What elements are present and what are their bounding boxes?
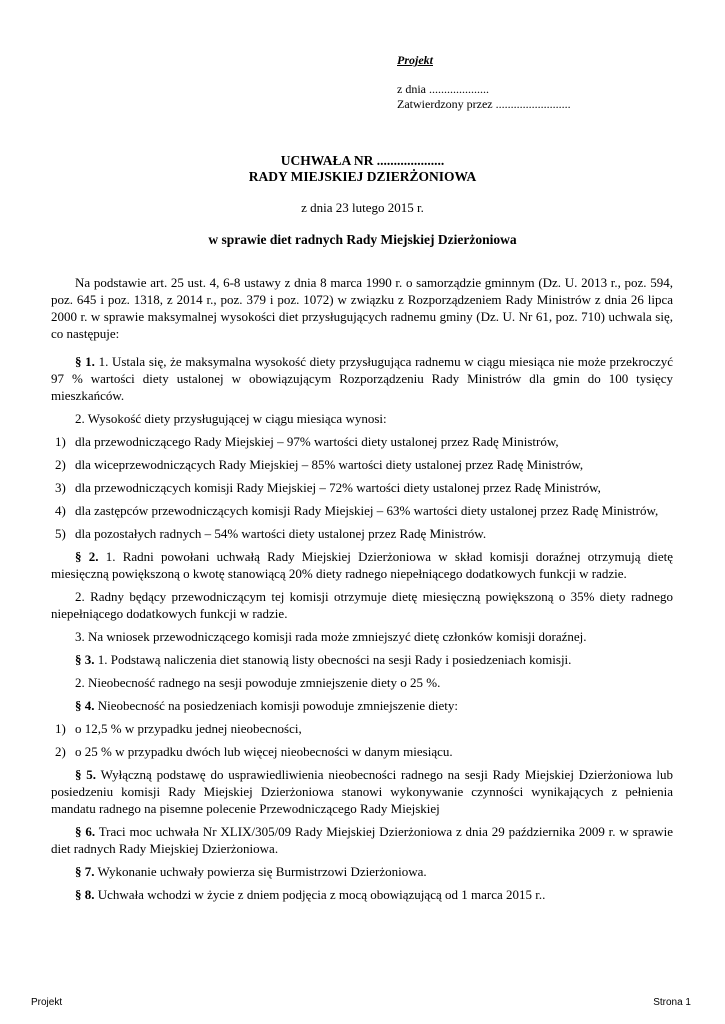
list-item [51,456,673,473]
council-name: RADY MIEJSKIEJ DZIERŻONIOWA [248,169,477,184]
section-5 [51,766,673,817]
resolution-date: z dnia 23 lutego 2015 r. [301,200,424,215]
section-1-p1-text: 1. Ustala się, że maksymalna wysokość diety przysługująca radnemu w ciągu miesiąca nie może przekroczyć 97 % wartości diety ustalonej w obowiązującym Rozporządzeniu Rady Ministrów dla gmin do 100 tysięcy mieszkańców. [51,354,674,403]
section-1-p2: 2. Wysokość diety przysługującej w ciągu miesiąca wynosi: [75,411,387,426]
approved-by: Zatwierdzony przez ......................... [397,97,571,111]
section-3-label: § 3. [75,652,95,667]
section-2-p3: 3. Na wniosek przewodniczącego komisji rada może zmniejszyć dietę członków komisji doraźnej. [75,629,587,644]
section-6-text: Traci moc uchwała Nr XLIX/305/09 Rady Miejskiej Dzierżoniowa z dnia 29 października 2009 r. w sprawie diet radnych Rady Miejskiej Dzierżoniowa. [51,824,674,856]
section-5-text: Wyłączną podstawę do usprawiedliwienia nieobecności radnego na sesji Rady Miejskiej Dzierżoniowa lub posiedzeniu komisji Rady Miejskiej Dzierżoniowa stanowi wykonywanie czynności wynikających z pełnienia mandatu radnego na pisemne polecenie Przewodniczącego Rady Miejskiej [51,767,674,816]
date-placeholder: z dnia .................... [397,82,489,96]
preamble: Na podstawie art. 25 ust. 4, 6-8 ustawy z dnia 8 marca 1990 r. o samorządzie gminnym (Dz. U. 2013 r., poz. 594, poz. 645 i poz. 1318, z 2014 r., poz. 379 i poz. 1072) w związku z Rozporządzeniem Rady Ministrów z dnia 26 lipca 2000 r. w sprawie maksymalnej wysokości diet przysługujących radnemu gminy (Dz. U. Nr 61, poz. 710) uchwala się, co następuje: [51,275,673,341]
section-7-label: § 7. [75,864,95,879]
list-text: o 25 % w przypadku dwóch lub więcej nieobecności w danym miesiącu. [75,744,453,759]
section-7-text: Wykonanie uchwały powierza się Burmistrzowi Dzierżoniowa. [97,864,427,879]
list-item [51,525,673,542]
section-5-label: § 5. [75,767,97,782]
list-number: 1) [55,434,66,449]
section-6 [51,823,673,857]
section-3-p2: 2. Nieobecność radnego na sesji powoduje zmniejszenie diety o 25 %. [75,675,441,690]
list-item [51,433,673,450]
list-item [51,479,673,496]
list-number: 5) [55,526,66,541]
section-1-label: § 1. [75,354,95,369]
list-item [51,720,673,737]
section-3-p1 [51,651,673,668]
list-item [51,743,673,760]
list-number: 1) [55,721,66,736]
page-number: Strona 1 [653,997,691,1008]
section-8 [51,886,673,903]
list-number: 3) [55,480,66,495]
section-8-label: § 8. [75,887,95,902]
section-2-p1-text: 1. Radni powołani uchwałą Rady Miejskiej Dzierżoniowa w skład komisji doraźnej otrzymują dietę miesięczną powiększoną o kwotę stanowiącą 20% diety radnego niepełniącego dodatkowych funkcji w radzie. [51,549,673,581]
list-text: dla zastępców przewodniczących komisji Rady Miejskiej – 63% wartości diety ustalonej przez Radę Ministrów, [75,503,659,518]
section-4-p1-text: Nieobecność na posiedzeniach komisji powoduje zmniejszenie diety: [97,698,459,713]
section-4-p1 [51,697,673,714]
list-number: 2) [55,744,66,759]
footer-left: Projekt [31,997,63,1008]
section-3-p1-text: 1. Podstawą naliczenia diet stanowią listy obecności na sesji Rady i posiedzeniach komisji. [97,652,572,667]
projekt-label: Projekt [397,53,433,67]
list-text: dla przewodniczących komisji Rady Miejskiej – 72% wartości diety ustalonej przez Radę Ministrów, [75,480,601,495]
section-2-label: § 2. [75,549,99,564]
resolution-number: UCHWAŁA NR .................... [280,153,445,168]
list-text: dla pozostałych radnych – 54% wartości diety ustalonej przez Radę Ministrów. [75,526,487,541]
section-2-p1 [51,548,673,582]
list-text: o 12,5 % w przypadku jednej nieobecności, [75,721,302,736]
section-2-p2: 2. Radny będący przewodniczącym tej komisji otrzymuje dietę miesięczną powiększoną o 35% diety radnego niepełniącego dodatkowych funkcji w radzie. [51,589,673,621]
list-number: 2) [55,457,66,472]
list-text: dla przewodniczącego Rady Miejskiej – 97% wartości diety ustalonej przez Radę Ministrów, [75,434,559,449]
section-4-label: § 4. [75,698,95,713]
list-item [51,502,673,519]
list-text: dla wiceprzewodniczących Rady Miejskiej – 85% wartości diety ustalonej przez Radę Ministrów, [75,457,584,472]
section-6-label: § 6. [75,824,96,839]
resolution-subject: w sprawie diet radnych Rady Miejskiej Dzierżoniowa [208,232,517,247]
list-number: 4) [55,503,66,518]
section-1-p1 [51,353,673,404]
section-7 [51,863,673,880]
document-body [51,274,673,909]
section-8-text: Uchwała wchodzi w życie z dniem podjęcia z mocą obowiązującą od 1 marca 2015 r.. [97,887,546,902]
